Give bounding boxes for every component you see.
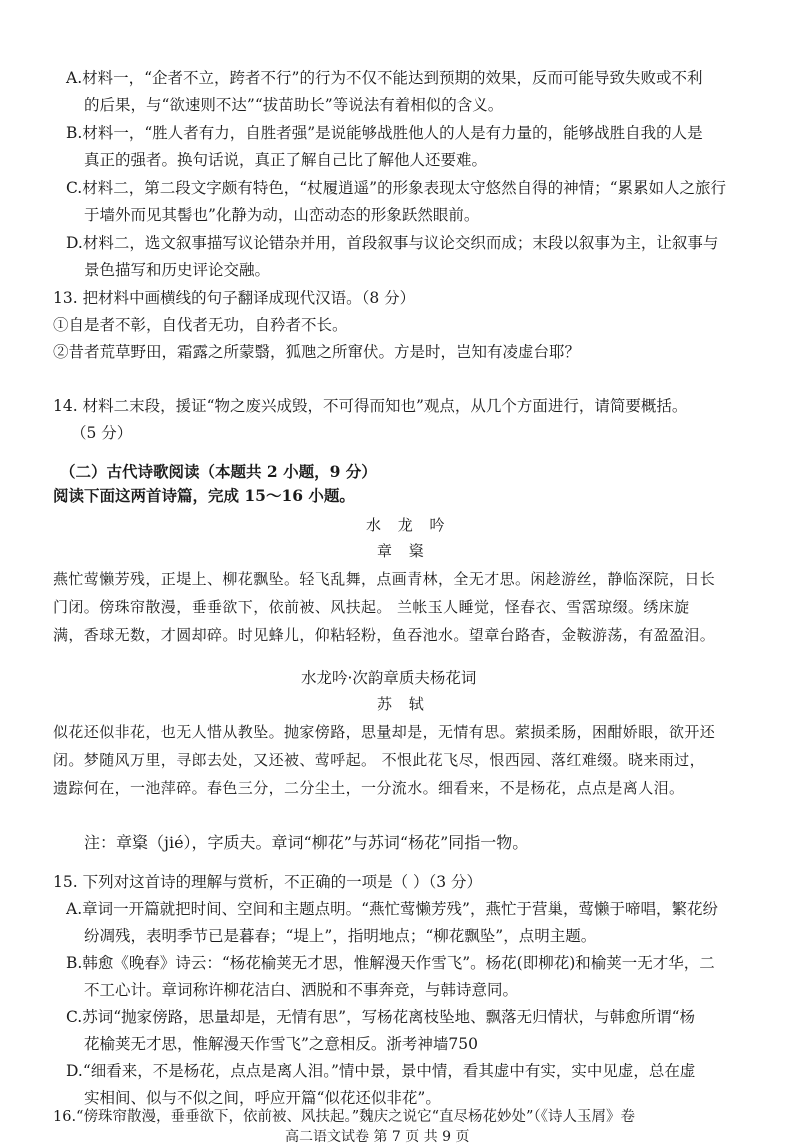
q12-option-d-line-1: D.材料二，选文叙事描写议论错杂并用，首段叙事与议论交织而成；末段以叙事为主，让叙事与 <box>66 234 719 252</box>
poem2-line-2: 闭。梦随风万里，寻郎去处，又还被、莺呼起。 不恨此花飞尽，恨西园、落红难缀。晓来雨过， <box>53 751 705 769</box>
q15-stem: 15. 下列对这首诗的理解与赏析，不正确的一项是（ ）（3 分） <box>53 873 483 891</box>
poem1-line-3: 满，香球无数，才圆却碎。时见蜂儿，仰粘轻粉，鱼吞池水。望章台路杳，金鞍游荡，有盈盈泪。 <box>53 626 716 644</box>
section-instruction: 阅读下面这两首诗篇，完成 15～16 小题。 <box>53 486 355 505</box>
poem-note: 注：章楶（jié），字质夫。章词“柳花”与苏词“杨花”同指一物。 <box>84 833 529 852</box>
q15-option-a-line-2: 纷凋残，表明季节已是暮春；“堤上”，指明地点；“柳花飘坠”，点明主题。 <box>84 927 597 945</box>
q15-option-a-line-1: A.章词一开篇就把时间、空间和主题点明。“燕忙莺懒芳残”，燕忙于营巢，莺懒于啼唱，繁花纷 <box>66 900 718 918</box>
q13-stem: 13. 把材料中画横线的句子翻译成现代汉语。（8 分） <box>53 289 416 307</box>
q15-option-b-line-1: B.韩愈《晚春》诗云：“杨花榆荚无才思，惟解漫天作雪飞”。杨花(即柳花)和榆荚一无才华，二 <box>66 954 715 972</box>
q13-item-1: ①自是者不彰，自伐者无功，自矜者不长。 <box>53 316 348 334</box>
poem1-line-2: 门闭。傍珠帘散漫，垂垂欲下，依前被、风扶起。 兰帐玉人睡觉，怪春衣、雪霑琼缀。绣床旋 <box>53 598 690 616</box>
q15-option-c-line-1: C.苏词“抛家傍路，思量却是，无情有思”，写杨花离枝坠地、飘落无归情状，与韩愈所谓“杨 <box>66 1008 696 1026</box>
page-footer: 高二语文试卷 第 7 页 共 9 页 <box>285 1129 470 1145</box>
q12-option-c-line-1: C.材料二，第二段文字颇有特色，“杖履逍遥”的形象表现太守悠然自得的神情；“累累如人之旅行 <box>66 179 727 197</box>
poem2-line-3: 遗踪何在，一池萍碎。春色三分，二分尘土，一分流水。细看来，不是杨花，点点是离人泪。 <box>53 779 685 797</box>
poem1-line-1: 燕忙莺懒芳残，正堤上、柳花飘坠。轻飞乱舞，点画青林，全无才思。闲趁游丝，静临深院，日长 <box>53 570 716 588</box>
q15-option-c-line-2: 花榆荚无才思，惟解漫天作雪飞”之意相反。浙考神墙750 <box>84 1035 479 1053</box>
poem2-title: 水龙吟·次韵章质夫杨花词 <box>301 669 477 687</box>
q12-option-a-line-1: A.材料一，“企者不立，跨者不行”的行为不仅不能达到预期的效果，反而可能导致失败或不利 <box>66 69 703 87</box>
poem2-author: 苏 轼 <box>377 695 430 713</box>
q13-item-2: ②昔者荒草野田，霜露之所蒙翳，狐虺之所窜伏。方是时，岂知有凌虚台耶？ <box>53 343 581 361</box>
q12-option-b-line-1: B.材料一，“胜人者有力，自胜者强”是说能够战胜他人的人是有力量的，能够战胜自我的人是 <box>66 124 703 142</box>
q16-line-1: 16.“傍珠帘散漫，垂垂欲下，依前被、风扶起。”魏庆之说它“直尽杨花妙处”（《诗人玉屑》卷 <box>53 1109 635 1125</box>
q14-line-1: 14. 材料二末段，援证“物之废兴成毁，不可得而知也”观点，从几个方面进行，请简要概括。 <box>53 397 688 415</box>
q12-option-b-line-2: 真正的强者。换句话说，真正了解自己比了解他人还要难。 <box>84 151 488 169</box>
section-heading: （二）古代诗歌阅读（本题共 2 小题，9 分） <box>60 462 377 481</box>
q15-option-b-line-2: 不工心计。章词称许柳花洁白、洒脱和不事奔竞，与韩诗意同。 <box>84 981 519 999</box>
q14-line-2: （5 分） <box>71 424 133 442</box>
q12-option-c-line-2: 于墙外而见其髻也”化静为动，山峦动态的形象跃然眼前。 <box>84 206 480 224</box>
q12-option-a-line-2: 的后果，与“欲速则不达”“拔苗助长”等说法有着相似的含义。 <box>84 96 504 114</box>
q12-option-d-line-2: 景色描写和历史评论交融。 <box>84 261 271 279</box>
poem1-author: 章 楶 <box>377 542 430 560</box>
poem1-title: 水 龙 吟 <box>366 516 451 534</box>
poem2-line-1: 似花还似非花，也无人惜从教坠。抛家傍路，思量却是，无情有思。萦损柔肠，困酣娇眼，欲开还 <box>53 723 716 741</box>
q15-option-d-line-1: D.“细看来，不是杨花，点点是离人泪。”情中景，景中情，看其虚中有实，实中见虚，总在虚 <box>66 1062 696 1080</box>
q15-option-d-line-2: 实相间、似与不似之间，呼应开篇“似花还似非花”。 <box>84 1089 441 1107</box>
